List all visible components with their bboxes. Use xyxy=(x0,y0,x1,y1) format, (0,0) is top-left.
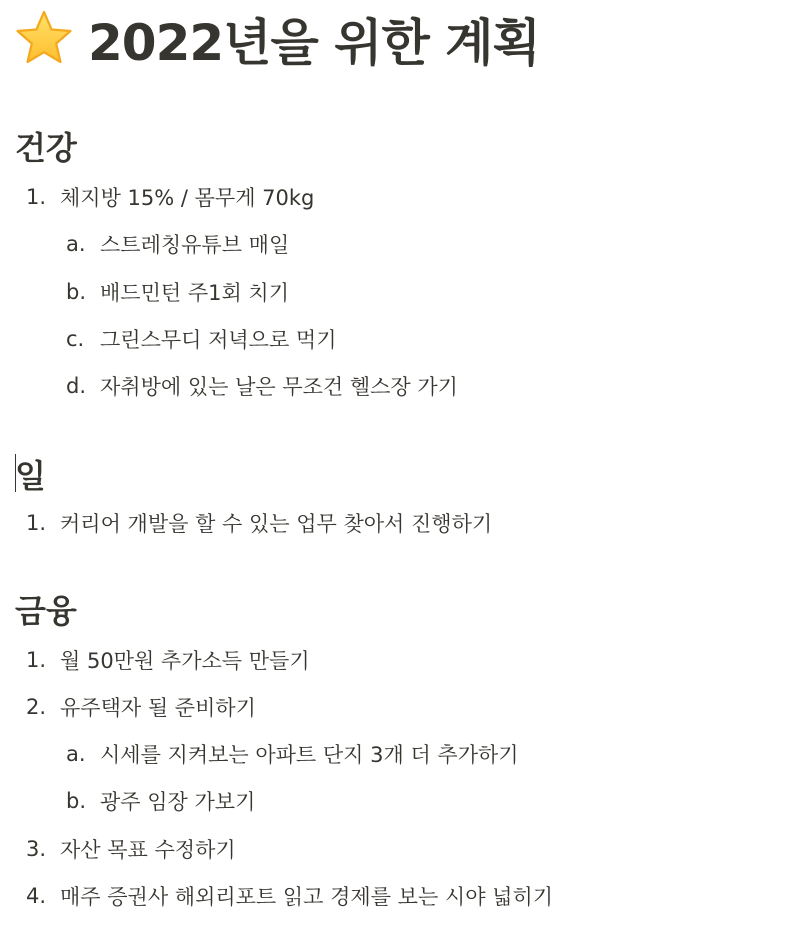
list-item-text: 커리어 개발을 할 수 있는 업무 찾아서 진행하기 xyxy=(60,512,493,536)
list-marker: 4. xyxy=(26,884,47,908)
sub-list-item[interactable] xyxy=(66,324,337,354)
list-item[interactable] xyxy=(26,834,236,864)
list-marker: a. xyxy=(66,742,86,766)
section-heading-work[interactable]: 일 xyxy=(15,457,46,495)
list-item-text: 그린스무디 저녁으로 먹기 xyxy=(100,328,337,352)
list-marker: a. xyxy=(66,232,86,256)
sub-list-item[interactable] xyxy=(66,229,289,259)
section-heading-finance[interactable]: 금융 xyxy=(15,592,77,630)
list-marker: 1. xyxy=(26,511,47,535)
list-marker: b. xyxy=(66,280,87,304)
sub-list-item[interactable] xyxy=(66,786,255,816)
list-marker: 1. xyxy=(26,185,47,209)
page-title-row xyxy=(14,4,540,74)
sub-list-item[interactable] xyxy=(66,277,289,307)
list-item-text: 스트레칭유튜브 매일 xyxy=(100,233,290,257)
list-marker: c. xyxy=(66,327,85,351)
list-marker: b. xyxy=(66,789,87,813)
list-marker: 2. xyxy=(26,695,47,719)
sub-list-item[interactable] xyxy=(66,371,458,401)
section-heading-health[interactable]: 건강 xyxy=(15,129,77,167)
list-item-text: 유주택자 될 준비하기 xyxy=(60,696,256,720)
list-item[interactable] xyxy=(26,692,256,722)
list-item-text: 자산 목표 수정하기 xyxy=(60,838,236,862)
list-marker: d. xyxy=(66,374,87,398)
list-item-text: 광주 임장 가보기 xyxy=(100,790,256,814)
list-item[interactable] xyxy=(26,182,314,212)
star-emoji-icon[interactable] xyxy=(14,9,74,69)
list-item[interactable] xyxy=(26,645,310,675)
list-item-text: 시세를 지켜보는 아파트 단지 3개 더 추가하기 xyxy=(100,743,519,767)
list-item[interactable] xyxy=(26,881,553,911)
list-marker: 3. xyxy=(26,837,47,861)
list-item-text: 매주 증권사 해외리포트 읽고 경제를 보는 시야 넓히기 xyxy=(60,885,554,909)
list-item-text: 체지방 15% / 몸무게 70kg xyxy=(60,186,315,210)
list-marker: 1. xyxy=(26,648,47,672)
list-item-text: 배드민턴 주1회 치기 xyxy=(100,281,289,305)
list-item-text: 자취방에 있는 날은 무조건 헬스장 가기 xyxy=(100,375,458,399)
page-title[interactable]: 2022년을 위한 계획 xyxy=(88,14,540,72)
sub-list-item[interactable] xyxy=(66,739,519,769)
list-item-text: 월 50만원 추가소득 만들기 xyxy=(60,649,310,673)
list-item[interactable] xyxy=(26,508,492,538)
